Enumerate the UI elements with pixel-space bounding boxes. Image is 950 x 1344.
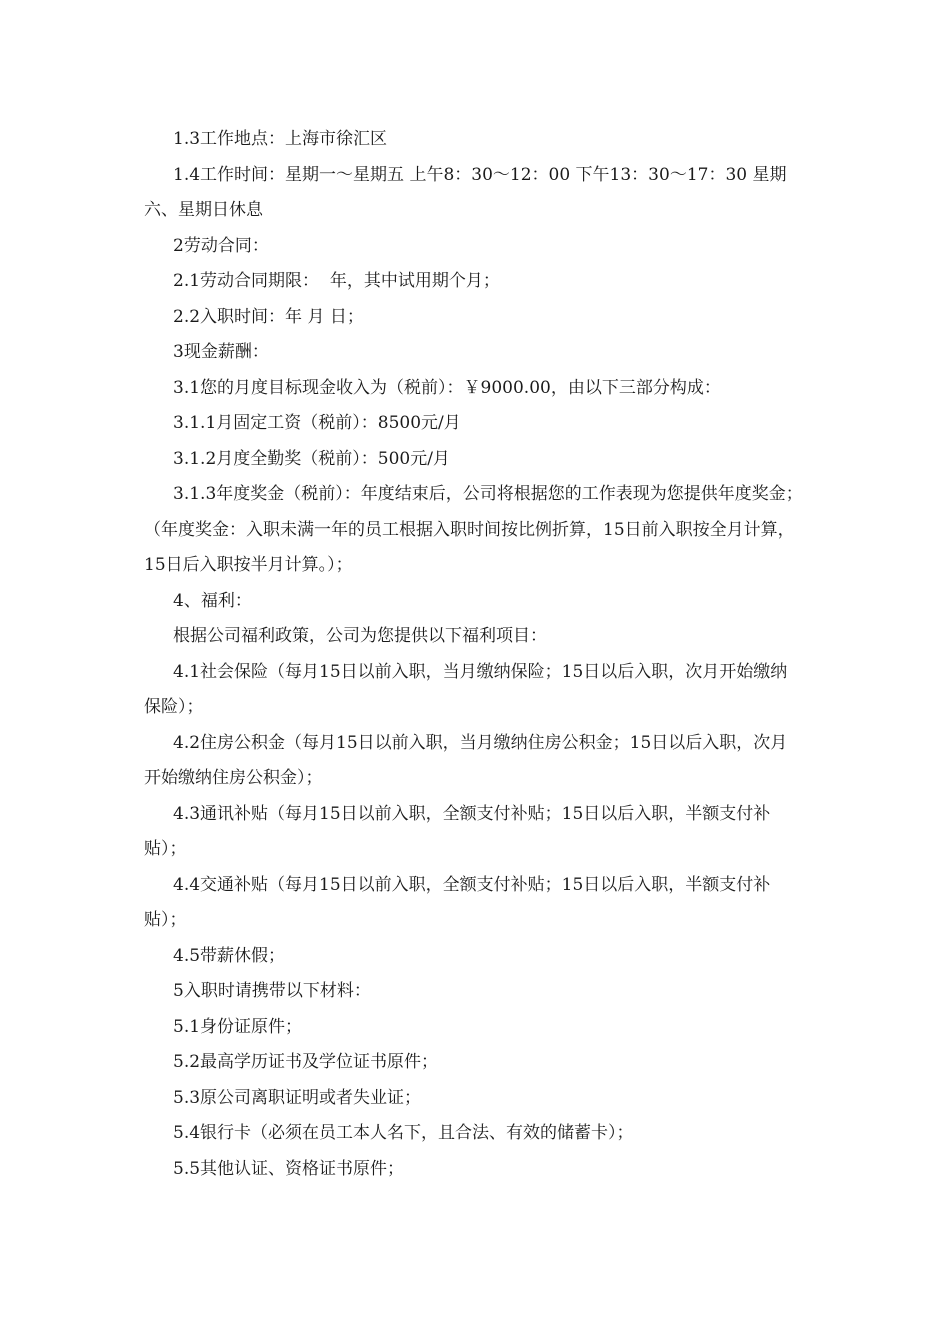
paragraph-start-date: 2.2入职时间：年 月 日； — [173, 306, 364, 327]
paragraph-transport-allowance: 4.4交通补贴（每月15日以前入职，全额支付补贴；15日以后入职，半额支付补贴）； — [144, 874, 771, 930]
paragraph-benefits-intro: 根据公司福利政策，公司为您提供以下福利项目： — [173, 626, 547, 646]
paragraph-resignation-proof: 5.3原公司离职证明或者失业证； — [173, 1087, 422, 1108]
paragraph-social-insurance: 4.1社会保险（每月15日以前入职，当月缴纳保险；15日以后入职，次月开始缴纳保险）； — [144, 661, 788, 717]
paragraph-id-card: 5.1身份证原件； — [173, 1016, 303, 1037]
paragraph-work-location: 1.3工作地点：上海市徐汇区 — [173, 129, 388, 149]
paragraph-contract-term: 2.1劳动合同期限： 年，其中试用期个月； — [173, 271, 500, 291]
paragraph-other-certificates: 5.5其他认证、资格证书原件； — [173, 1158, 405, 1179]
paragraph-monthly-target-income: 3.1您的月度目标现金收入为（税前）：￥9000.00，由以下三部分构成： — [173, 377, 721, 398]
document-body — [144, 122, 814, 1187]
paragraph-bank-card: 5.4银行卡（必须在员工本人名下，且合法、有效的储蓄卡）； — [173, 1123, 634, 1143]
paragraph-annual-bonus: 3.1.3年度奖金（税前）：年度结束后，公司将根据您的工作表现为您提供年度奖金； （年度奖金：入职未满一年的员工根据入职时间按比例折算，15日前入职按全月计算，15日后入职按半月计算。）； — [144, 484, 814, 575]
paragraph-paid-leave: 4.5带薪休假； — [173, 945, 286, 966]
paragraph-fixed-salary: 3.1.1月固定工资（税前）：8500元/月 — [173, 413, 461, 433]
heading-onboarding-materials: 5入职时请携带以下材料： — [173, 981, 371, 1001]
paragraph-communication-allowance: 4.3通讯补贴（每月15日以前入职，全额支付补贴；15日以后入职，半额支付补贴）； — [144, 803, 771, 859]
heading-labor-contract: 2劳动合同： — [173, 235, 269, 256]
paragraph-housing-fund: 4.2住房公积金（每月15日以前入职，当月缴纳住房公积金；15日以后入职，次月开始缴纳住房公积金）； — [144, 732, 788, 788]
paragraph-work-hours: 1.4工作时间：星期一～星期五 上午8：30～12：00 下午13：30～17：30 星期六、星期日休息 — [144, 164, 787, 220]
heading-cash-compensation: 3现金薪酬： — [173, 342, 269, 362]
paragraph-attendance-bonus: 3.1.2月度全勤奖（税前）：500元/月 — [173, 448, 450, 469]
paragraph-education-certificates: 5.2最高学历证书及学位证书原件； — [173, 1052, 439, 1072]
heading-benefits: 4、福利： — [173, 590, 252, 611]
